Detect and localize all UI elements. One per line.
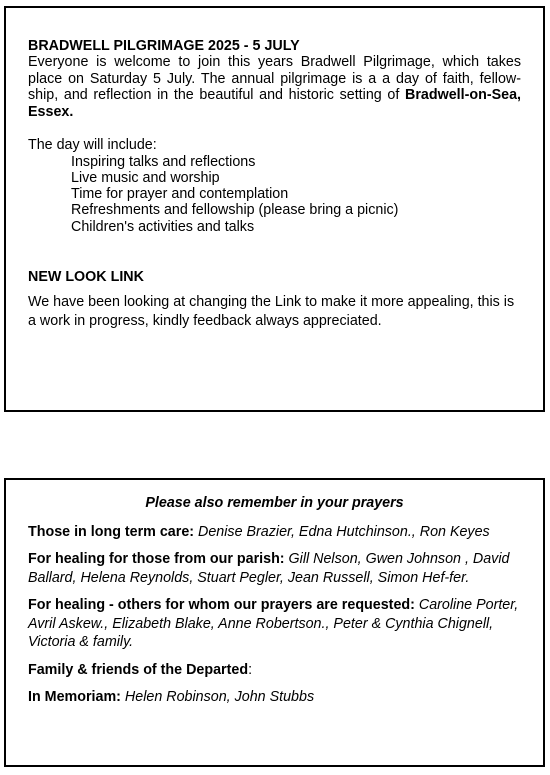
list-item: Inspiring talks and reflections — [71, 153, 256, 170]
pilgrimage-intro-text: Everyone is welcome to join this years Bradwell Pilgrimage, which takes place on Saturday 5 July. The annual pilgrimage is a a day of faith, fellow-ship, and reflection in the beautiful and historic setting of — [28, 54, 521, 103]
day-items-list — [28, 154, 521, 235]
prayer-section-departed — [28, 661, 521, 680]
prayer-section-long-term-care — [28, 523, 521, 542]
prayer-label: For healing for those from our parish: — [28, 551, 285, 567]
prayer-names: Caroline Porter, Avril Askew., Elizabeth Blake, Anne Robertson., Peter & Cynthia Chignell, Victoria & family. — [28, 597, 519, 650]
prayers-title: Please also remember in your prayers — [145, 495, 404, 511]
pilgrimage-intro — [28, 54, 521, 120]
pilgrimage-box — [4, 6, 545, 412]
list-item: Live music and worship — [71, 169, 220, 186]
list-item: Children's activities and talks — [71, 218, 255, 235]
prayer-section-parish-healing — [28, 550, 521, 587]
prayer-label: In Memoriam: — [28, 689, 121, 705]
list-item: Refreshments and fellowship (please bring a picnic) — [71, 202, 399, 219]
prayer-colon: : — [248, 661, 253, 678]
new-look-text: We have been looking at changing the Link to make it more appealing, this is a work in progress, kindly feedback always appreciated. — [28, 293, 515, 329]
pilgrimage-heading: BRADWELL PILGRIMAGE 2025 - 5 JULY — [28, 38, 300, 54]
new-look-heading: NEW LOOK LINK — [28, 268, 144, 285]
list-item: Time for prayer and contemplation — [71, 186, 289, 203]
prayers-box — [4, 478, 545, 767]
day-intro: The day will include: — [28, 137, 157, 153]
prayer-label: Family & friends of the Departed — [28, 661, 249, 678]
pilgrimage-place: Bradwell-on-Sea, Essex. — [28, 87, 521, 120]
prayer-names: Gill Nelson, Gwen Johnson , David Ballard, Helena Reynolds, Stuart Pegler, Jean Russell, Simon Hef-fer. — [28, 551, 510, 586]
prayer-label: For healing - others for whom our prayers are requested: — [28, 597, 415, 613]
prayer-names: Helen Robinson, John Stubbs — [120, 689, 315, 705]
prayer-label: Those in long term care: — [28, 523, 195, 540]
prayer-section-memoriam — [28, 688, 521, 707]
prayer-section-others-healing — [28, 596, 521, 652]
prayer-names: Denise Brazier, Edna Hutchinson., Ron Keyes — [194, 523, 490, 540]
